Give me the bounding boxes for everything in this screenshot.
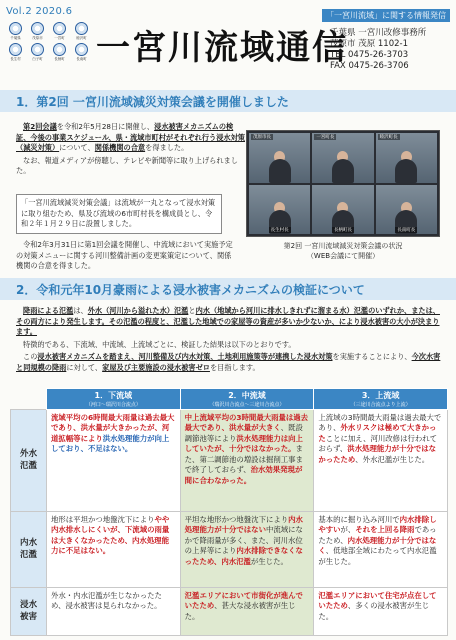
logo-ichinomiya: 一宮町 bbox=[50, 22, 69, 40]
cell-upstream-external: 上流域の3時間最大雨量は過去最大であり、外水リスクは極めて大きかったことに加え、河川改修は行われておらず、洪水処理能力が十分ではなかったため、外水氾濫が生じた。 bbox=[314, 409, 448, 511]
table-row bbox=[11, 409, 448, 511]
cell-midstream-internal: 平坦な地形かつ地盤沈下により内水処理能力が十分ではない中流域になかで降雨量が多く、また、河川水位の上昇等により内水排除できなくなったため、内水氾濫が生じた。 bbox=[180, 511, 314, 587]
office-address: 茂原市 茂原 1102-1 bbox=[330, 39, 409, 49]
logo-mutsuzawa: 睦沢町 bbox=[72, 22, 91, 40]
office-tel: TEL 0475-26-3703 bbox=[330, 50, 409, 60]
section1-body bbox=[16, 122, 246, 179]
ichinomiya-emblem-icon bbox=[53, 22, 66, 35]
section2-heading: 2．令和元年10月豪雨による浸水被害メカニズムの検証について bbox=[16, 282, 365, 297]
section2-para2: 特徴的である、下流域、中流域、上流域ごとに、検証した結果は以下のとおりです。 bbox=[23, 339, 296, 349]
cell-downstream-external: 流域平均の6時間最大雨量は過去最大であり、洪水量が大きかったが、河道拡幅等により洪水処理能力が向上しており、不足はない。 bbox=[47, 409, 181, 511]
cell-midstream-external: 中上流域平均の3時間最大雨量は過去最大であり、洪水量が大きく、既設調節池等により洪水処理能力は向上していたが、十分ではなかった。また、第二調節池の増設は掘削工事まで終了しておらず、治水効果発現が間に合わなかった。 bbox=[180, 409, 314, 511]
cell-downstream-internal: 地形は平坦かつ地盤沈下によりやや内水排水しにくいが、下流域の雨量は大きくなかったため、内水処理能力に不足はない。 bbox=[47, 511, 181, 587]
col-header-midstream: 2．中流域 （瑞沢川合流点～三途川合流点） bbox=[180, 389, 314, 410]
row-header-internal-flood: 内水 氾濫 bbox=[11, 511, 47, 587]
row-header-damage: 浸水 被害 bbox=[11, 587, 47, 635]
section1-heading-bar bbox=[0, 90, 456, 112]
office-contact bbox=[330, 28, 426, 72]
chiba-emblem-icon bbox=[9, 22, 22, 35]
section2-heading-bar bbox=[0, 278, 456, 300]
chonan-emblem-icon bbox=[75, 43, 88, 56]
section1-para1: 第2回会議を令和2年5月28日に開催し、浸水被害メカニズムの検証、今後の事業スケジュール、県・流域市町村がそれぞれ行う浸水対策（減災対策）について、関係機関の合意を得ました。 bbox=[16, 122, 245, 152]
newsletter-title: 一宮川流域通信 bbox=[96, 28, 348, 68]
photo-tile: 長柄町長 bbox=[312, 185, 373, 235]
row-header-external-flood: 外水 氾濫 bbox=[11, 409, 47, 511]
cell-midstream-damage: 氾濫エリアにおいて市街化が進んでいたため、甚大な浸水被害が生じた。 bbox=[180, 587, 314, 635]
photo-tile: 長南町長 bbox=[376, 185, 437, 235]
col-header-downstream: 1．下流域 （河口～瑞沢川合流点） bbox=[47, 389, 181, 410]
section2-para1: 降雨による氾濫は、外水（河川から溢れた水）氾濫と内水（地域から河川に排水しきれずに溜まる水）氾濫のいずれか、または、その両方により発生します。その氾濫の程度と、氾濫した地域での家屋等の資産が多いか少ないか、により浸水被害の大小が決まります。 bbox=[16, 306, 440, 336]
col-header-upstream: 3．上流域 （三途川合流点より上流） bbox=[314, 389, 448, 410]
photo-tile: 長生村長 bbox=[249, 185, 310, 235]
table-row bbox=[11, 587, 448, 635]
photo-tile: 一宮町長 bbox=[312, 133, 373, 183]
cell-upstream-damage: 氾濫エリアにおいて住宅が点在していたため、多くの浸水被害が生じた。 bbox=[314, 587, 448, 635]
web-meeting-photo bbox=[246, 130, 440, 237]
flood-mechanism-table bbox=[10, 388, 448, 636]
mutsuzawa-emblem-icon bbox=[75, 22, 88, 35]
section1-para3: 令和2年3月31日に第1回会議を開催し、中流域において実施予定の対策メニューに関する河川整備計画の変更案策定について、関係機関の合意を得ました。 bbox=[16, 240, 233, 270]
municipal-logos bbox=[6, 22, 92, 61]
logo-chiba: 千葉県 bbox=[6, 22, 25, 40]
logo-chosei: 長生村 bbox=[6, 43, 25, 61]
photo-caption: 第2回 一宮川流域減災対策会議の状況 （WEB会議にて開催） bbox=[283, 242, 403, 260]
cell-upstream-internal: 基本的に掘り込み河川で内水排除しやすいが、それを上回る降雨であったため、内水処理能力が十分ではなく、低地部全域にわたって内水氾濫が生じた。 bbox=[314, 511, 448, 587]
shirako-emblem-icon bbox=[31, 43, 44, 56]
photo-tile: 茂原市長 bbox=[249, 133, 310, 183]
council-info-box: 「一宮川流域減災対策会議」は流域が一丸となって浸水対策に取り組むため、県及び流域の6市町村長を構成員とし、令和２年１月２９日に設置しました。 bbox=[16, 194, 222, 234]
logo-chonan: 長南町 bbox=[72, 43, 91, 61]
section2-para3: この浸水被害メカニズムを踏まえ、河川整備及び内水対策、土地利用施策等が連携した浸水対策を実施することにより、今次水害と同規模の降雨に対して、家屋及び主要施設の浸水被害ゼロを目指します。 bbox=[16, 352, 441, 372]
logo-shirako: 白子町 bbox=[28, 43, 47, 61]
section2-body bbox=[16, 306, 442, 375]
cell-downstream-damage: 外水・内水氾濫が生じなかったため、浸水被害は見られなかった。 bbox=[47, 587, 181, 635]
volume-date: Vol.2 2020.6 bbox=[6, 6, 73, 17]
photo-tile: 睦沢町長 bbox=[376, 133, 437, 183]
mobara-emblem-icon bbox=[31, 22, 44, 35]
office-name: 千葉県 一宮川改修事務所 bbox=[330, 28, 427, 38]
section1-heading: 1．第2回 一宮川流域減災対策会議を開催しました bbox=[16, 94, 289, 109]
office-fax: FAX 0475-26-3706 bbox=[330, 61, 409, 71]
nagara-emblem-icon bbox=[53, 43, 66, 56]
topic-tag: 「一宮川流域」に関する情報発信 bbox=[322, 9, 450, 22]
table-row bbox=[11, 511, 448, 587]
chosei-emblem-icon bbox=[9, 43, 22, 56]
logo-nagara: 長柄町 bbox=[50, 43, 69, 61]
logo-mobara: 茂原市 bbox=[28, 22, 47, 40]
section1-para2: なお、報道メディアが傍聴し、テレビや新聞等に取り上げられました。 bbox=[16, 155, 238, 175]
